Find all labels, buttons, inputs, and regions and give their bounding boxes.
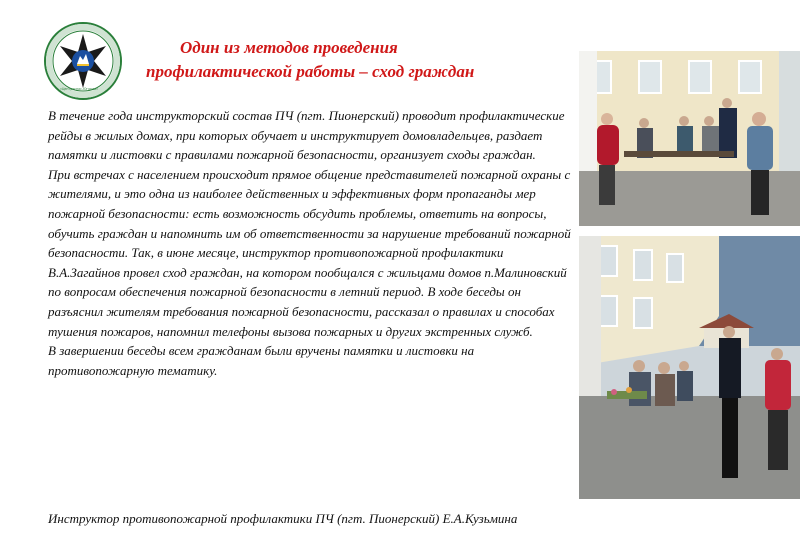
meeting-photo-1 — [579, 51, 800, 226]
title-line-2: профилактической работы – сход граждан — [146, 62, 475, 81]
fire-service-emblem-icon — [44, 22, 122, 100]
meeting-photo-2 — [579, 236, 800, 499]
svg-text:«Центроспас-Югория»: «Центроспас-Югория» — [60, 87, 99, 91]
paragraph-1: В течение года инструкторский состав ПЧ (пгт. Пионерский) проводит профилактические рейды в жилых домах, при которых обучает и инструктирует домовладельцев, раздает памятки и листовки с правилами пожарной безопасности, организует сходы граждан. — [48, 108, 565, 163]
signature: Инструктор противопожарной профилактики ПЧ (пгт. Пионерский) Е.А.Кузьмина — [48, 511, 518, 526]
title-line-1: Один из методов проведения — [180, 38, 398, 57]
page-title — [140, 36, 560, 84]
paragraph-3: В завершении беседы всем гражданам были вручены памятки и листовки на противопожарную тематику. — [48, 343, 475, 378]
paragraph-2: При встречах с населением происходит прямое общение представителей пожарной охраны с жителями, и это одна из наиболее действенных и эффективных форм пропаганды мер пожарной безопасности: есть возможность обсудить проблемы, ответить на вопросы, обучить граждан и напомнить им об ответственности за нарушение требований пожарной безопасности. Так, в июне месяце, инструктор противопожарной профилактики В.А.Загайнов провел сход граждан, на котором пообщался с жильцами домов п.Малиновский по вопросам обеспечения пожарной безопасности в летний период. В ходе беседы он разъяснил жителям требования пожарной безопасности, рассказал о правилах и способах тушения пожаров, напомнил телефоны вызова пожарных и других экстренных служб. — [48, 166, 571, 339]
body-text — [48, 106, 576, 380]
